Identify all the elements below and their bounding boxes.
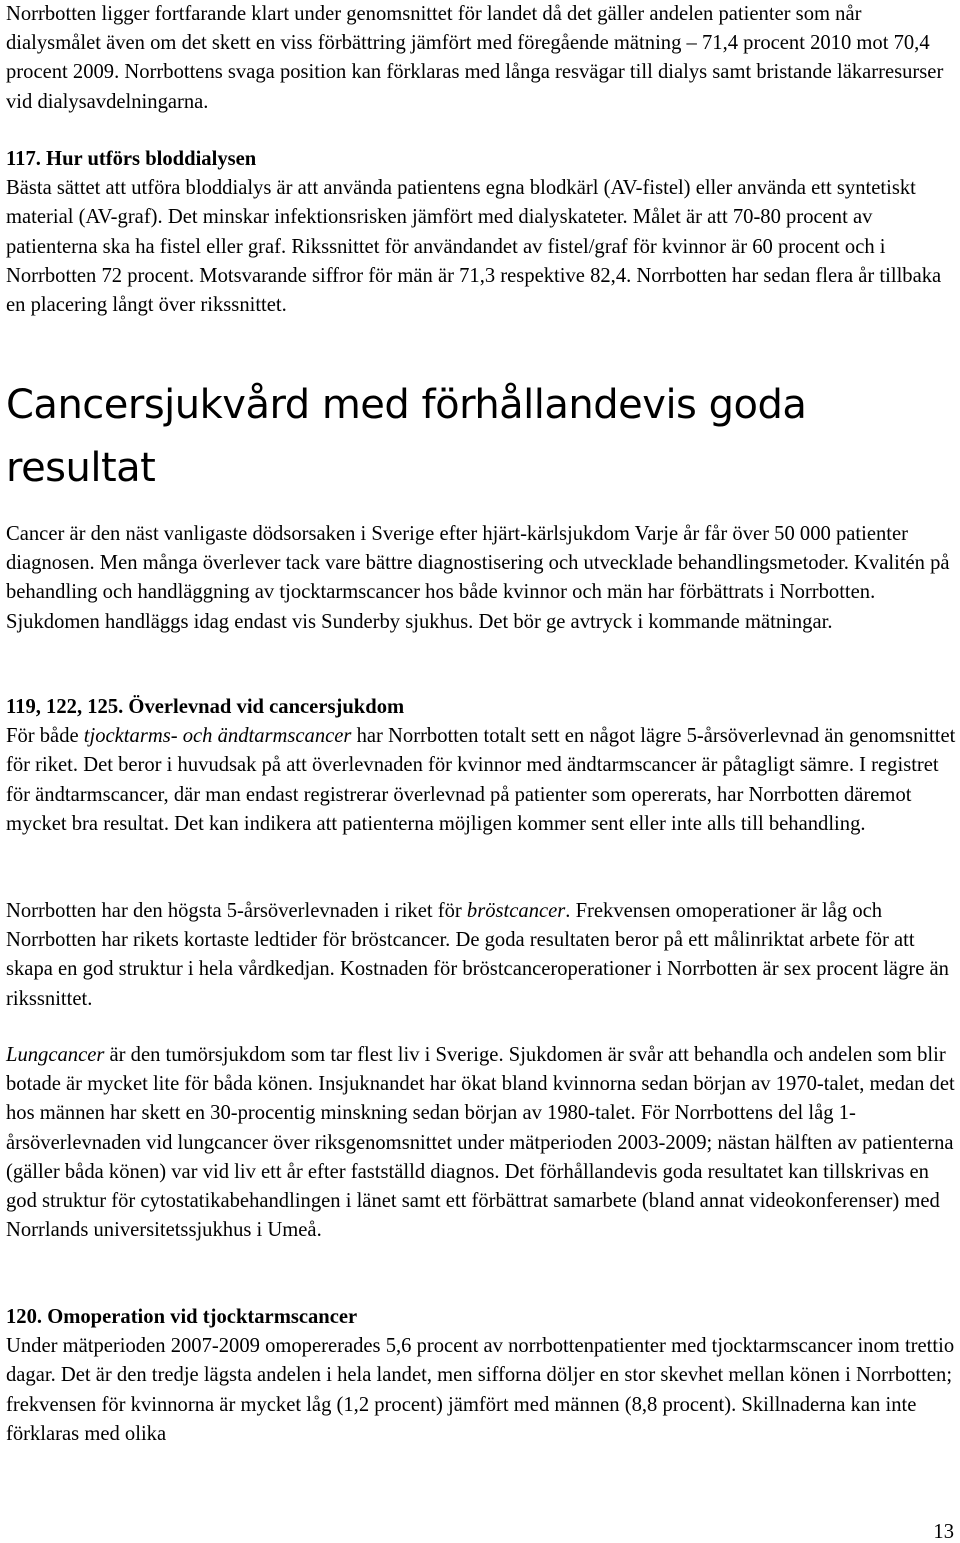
- lung-cancer-italic: Lungcancer: [6, 1044, 105, 1066]
- section-119-italic: tjocktarms- och ändtarmscancer: [83, 725, 352, 748]
- section-120-heading: 120. Omoperation vid tjocktarmscancer: [6, 1306, 358, 1328]
- breast-cancer-text-after: . Frekvensen omoperationer är låg och Norrbotten har rikets kortaste ledtider för bröstcancer. De goda resultaten beror på ett målinriktat arbete för att skapa en god struktur i hela vårdkedjan. Kostnaden för bröstcanceroperationer i Norrbotten är sex procent lägre än rikssnittet.: [6, 900, 949, 1010]
- cancer-intro-text: Cancer är den näst vanligaste dödsorsaken i Sverige efter hjärt-kärlsjukdom Varje år får över 50 000 patienter diagnosen. Men många överlever tack vare bättre diagnostisering och utvecklade behandlingsmetoder. Kvalitén på behandling och handläggning av tjocktarmscancer hos både kvinnor och män har förbättrats i Norrbotten. Sjukdomen handläggs idag endast vis Sunderby sjukhus. Det bör ge avtryck i kommande mätningar.: [6, 523, 950, 633]
- intro-text: Norrbotten ligger fortfarande klart under genomsnittet för landet då det gäller andelen patienter som når dialysmålet även om det skett en viss förbättring jämfört med föregående mätning – 71,4 procent 2010 mot 70,4 procent 2009. Norrbottens svaga position kan förklaras med långa resvägar till dialys samt bristande läkarresurser vid dialysavdelningarna.: [6, 3, 944, 113]
- lung-cancer-text-after: är den tumörsjukdom som tar flest liv i Sverige. Sjukdomen är svår att behandla och andelen som blir botade är mycket lite för båda könen. Insjuknandet har ökat bland kvinnorna sedan början av 1970-talet, medan det hos männen har skett en 30-procentig minskning sedan början av 1980-talet. För Norrbottens del låg 1-årsöverlevnaden vid lungcancer över riksgenomsnittet under mätperioden 2003-2009; nästan hälften av patienterna (gäller båda könen) var vid liv ett år efter fastställd diagnos. Det förhållandevis goda resultatet kan tillskrivas en god struktur för cytostatikabehandlingen i länet samt ett förbättrat samarbete (bland annat videokonferenser) med Norrlands universitetssjukhus i Umeå.: [6, 1044, 955, 1242]
- main-heading: Cancersjukvård med förhållandevis goda resultat: [6, 382, 807, 491]
- breast-cancer-text-before: Norrbotten har den högsta 5-årsöverlevnaden i riket för: [6, 900, 467, 922]
- section-120-text: Under mätperioden 2007-2009 omopererades 5,6 procent av norrbottenpatienter med tjocktarmscancer inom trettio dagar. Det är den tredje lägsta andelen i hela landet, men sifforna döljer en stor skevhet mellan könen i Norrbotten; frekvensen för kvinnorna är mycket låg (1,2 procent) jämfört med männen (8,8 procent). Skillnaderna kan inte förklaras med olika: [6, 1335, 955, 1445]
- breast-cancer-paragraph: [6, 897, 956, 1014]
- section-119-text-after: har Norrbotten totalt sett en något lägre 5-årsöverlevnad än genomsnittet för riket. Det beror i huvudsak på att överlevnaden för kvinnor med ändtarmscancer är påtagligt sämre. I registret för ändtarmscancer, där man endast registrerar överlevnad på patienter som opererats, har Norrbotten däremot mycket bra resultat. Det kan indikera att patienterna möjligen kommer sent eller inte alls till behandling.: [6, 725, 956, 835]
- section-119-paragraph: [6, 693, 956, 839]
- lung-cancer-paragraph: [6, 1041, 956, 1245]
- section-120-paragraph: [6, 1303, 956, 1449]
- cancer-intro-paragraph: [6, 520, 956, 637]
- section-119-heading: 119, 122, 125. Överlevnad vid cancersjukdom: [6, 696, 405, 718]
- page-number: 13: [933, 1521, 954, 1543]
- section-119-text-before: För både: [6, 725, 84, 748]
- section-117-text: Bästa sättet att utföra bloddialys är att använda patientens egna blodkärl (AV-fistel) eller använda ett syntetiskt material (AV-graf). Det minskar infektionsrisken jämfört med dialyskateter. Målet är att 70-80 procent av patienterna ska ha fistel eller graf. Rikssnittet för användandet av fistel/graf för kvinnor är 60 procent och i Norrbotten 72 procent. Motsvarande siffror för män är 71,3 respektive 82,4. Norrbotten har sedan flera år tillbaka en placering långt över rikssnittet.: [6, 177, 942, 317]
- section-117-heading: 117. Hur utförs bloddialysen: [6, 148, 257, 170]
- breast-cancer-italic: bröstcancer: [466, 900, 566, 922]
- section-117-paragraph: [6, 145, 956, 320]
- intro-paragraph: [6, 0, 956, 117]
